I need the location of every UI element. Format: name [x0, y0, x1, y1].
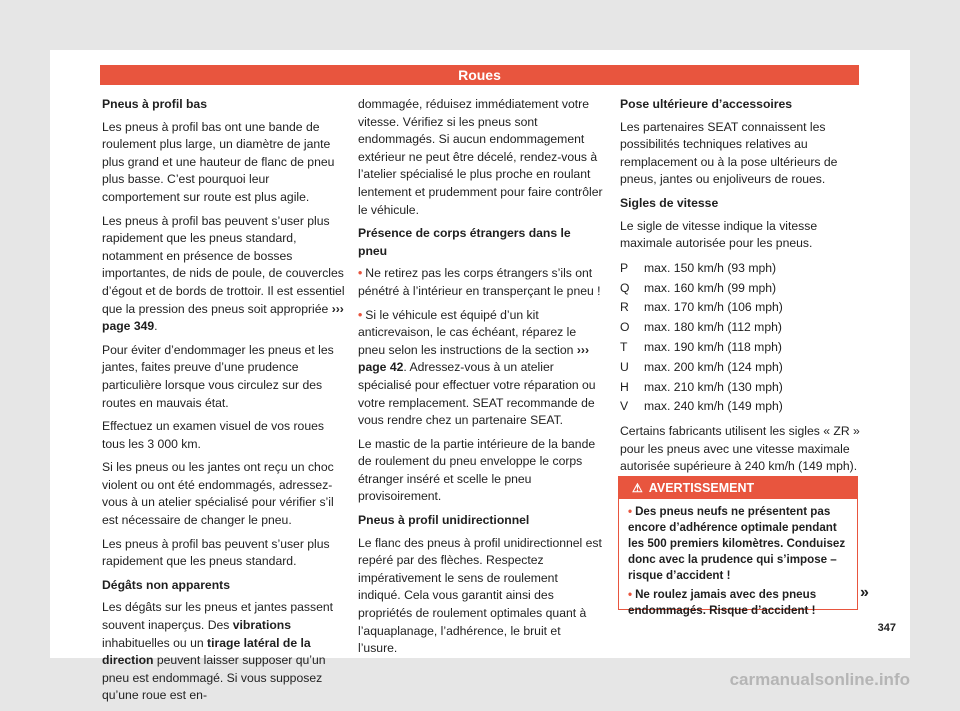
- page-number: 347: [877, 622, 896, 634]
- footer-watermark: carmanualsonline.info: [729, 670, 910, 689]
- column-1: [102, 96, 347, 711]
- paragraph: Le flanc des pneus à profil unidirectionnel est repéré par des flèches. Respectez impérativement le sens de roulement indiqué. Cela vous garantit ainsi des propriétés de roulement optimales quant à l’aquaplanage, l’adhérence, le bruit et l’usure.: [358, 535, 602, 656]
- bullet-item: • Ne retirez pas les corps étrangers s’ils ont pénétré à l’intérieur en transperçant le pneu !: [358, 266, 601, 298]
- continued-marker: »: [860, 584, 869, 601]
- bullet-icon: •: [358, 307, 363, 322]
- bullet-icon: •: [628, 588, 633, 601]
- heading-degats: Dégâts non apparents: [102, 577, 230, 592]
- paragraph: Pour éviter d’endommager les pneus et les jantes, faites preuve d’une prudence particulière lorsque vous circulez sur des routes en mauvais état.: [102, 342, 334, 410]
- paragraph: Les pneus à profil bas peuvent s’user plus rapidement que les pneus standard.: [102, 536, 330, 569]
- heading-sigles-vitesse: Sigles de vitesse: [620, 195, 719, 210]
- bullet-icon: •: [358, 266, 363, 281]
- page-reference-link[interactable]: ››› page 42: [358, 342, 590, 375]
- paragraph: Les dégâts sur les pneus et jantes passent souvent inaperçus. Des vibrations inhabituelles ou un tirage latéral de la direction peuvent laisser supposer qu’un pneu est endommagé. Si vous supposez qu’une roue est en-: [102, 600, 334, 703]
- heading-accessoires: Pose ultérieure d’accessoires: [620, 97, 793, 111]
- column-3: [620, 96, 865, 482]
- heading-unidirectionnel: Pneus à profil unidirectionnel: [358, 513, 530, 528]
- heading-corps-etrangers: Présence de corps étrangers dans le pneu: [358, 226, 571, 258]
- paragraph: Les partenaires SEAT connaissent les possibilités techniques relatives au remplacement ou à la pose ultérieurs de pneus, jantes ou enjoliveurs de roues.: [620, 119, 838, 187]
- speed-row: V max. 240 km/h (149 mph): [620, 399, 783, 414]
- warning-body: [619, 499, 857, 619]
- warning-header: ⚠ AVERTISSEMENT: [619, 477, 857, 499]
- warning-triangle-icon: ⚠: [632, 481, 643, 495]
- speed-row: U max. 200 km/h (124 mph): [620, 359, 783, 374]
- paragraph: Le sigle de vitesse indique la vitesse maximale autorisée pour les pneus.: [620, 218, 818, 251]
- paragraph: Effectuez un examen visuel de vos roues tous les 3 000 km.: [102, 419, 324, 451]
- paragraph: Le mastic de la partie intérieure de la bande de roulement du pneu enveloppe le corps étranger inséré et scelle le pneu provisoirement.: [358, 436, 596, 504]
- paragraph: dommagée, réduisez immédiatement votre vitesse. Vérifiez si les pneus sont endommagés. Si aucun endommagement extérieur ne peut être décelé, rendez-vous à l’atelier spécialisé le plus proche en roulant lentement et prudemment pour faire contrôler le véhicule.: [358, 97, 603, 217]
- paragraph: Les pneus à profil bas peuvent s’user plus rapidement que les pneus standard, notamment en présence de bosses importantes, de nids de poule, de couvercles d’égout et de bords de trottoir. Il est essentiel que la pression des pneus soit appropriée ››› page 349.: [102, 213, 345, 334]
- speed-row: T max. 190 km/h (118 mph): [620, 339, 782, 354]
- speed-row: Q max. 160 km/h (99 mph): [620, 280, 777, 295]
- speed-row: P max. 150 km/h (93 mph): [620, 260, 777, 275]
- speed-table: [620, 259, 865, 417]
- bullet-icon: •: [628, 505, 633, 518]
- warning-box: [618, 476, 858, 617]
- paragraph: Si les pneus ou les jantes ont reçu un choc violent ou ont été endommagés, adressez-vous à un atelier spécialisé pour vérifier s’il est nécessaire de changer le pneu.: [102, 460, 334, 528]
- speed-row: H max. 210 km/h (130 mph): [620, 379, 783, 394]
- page-reference-link[interactable]: ››› page 349: [102, 301, 344, 334]
- section-banner: Roues: [100, 65, 859, 85]
- paragraph: Certains fabricants utilisent les sigles « ZR » pour les pneus avec une vitesse maximale autorisée supérieure à 240 km/h (149 mph).: [620, 424, 860, 474]
- speed-row: O max. 180 km/h (112 mph): [620, 320, 782, 335]
- warning-bullet: • Ne roulez jamais avec des pneus endommagés. Risque d’accident !: [628, 588, 817, 617]
- heading-profil-bas: Pneus à profil bas: [102, 97, 207, 111]
- column-2: [358, 96, 603, 664]
- paragraph: Les pneus à profil bas ont une bande de roulement plus large, un diamètre de jante plus grand et une hauteur de flanc de pneu plus basse. C’est pourquoi leur comportement sur route est plus agile.: [102, 119, 335, 204]
- speed-row: R max. 170 km/h (106 mph): [620, 300, 783, 315]
- warning-bullet: • Des pneus neufs ne présentent pas encore d’adhérence optimale pendant les 500 premiers kilomètres. Conduisez donc avec la prudence qui s’impose – risque d’accident !: [628, 505, 846, 582]
- bullet-item: • Si le véhicule est équipé d’un kit anticrevaison, le cas échéant, réparez le pneu selon les instructions de la section ››› page 42. Adressez-vous à un atelier spécialisé pour effectuer votre réparation ou votre remplacement. SEAT recommande de vous rendre chez un partenaire SEAT.: [358, 307, 596, 428]
